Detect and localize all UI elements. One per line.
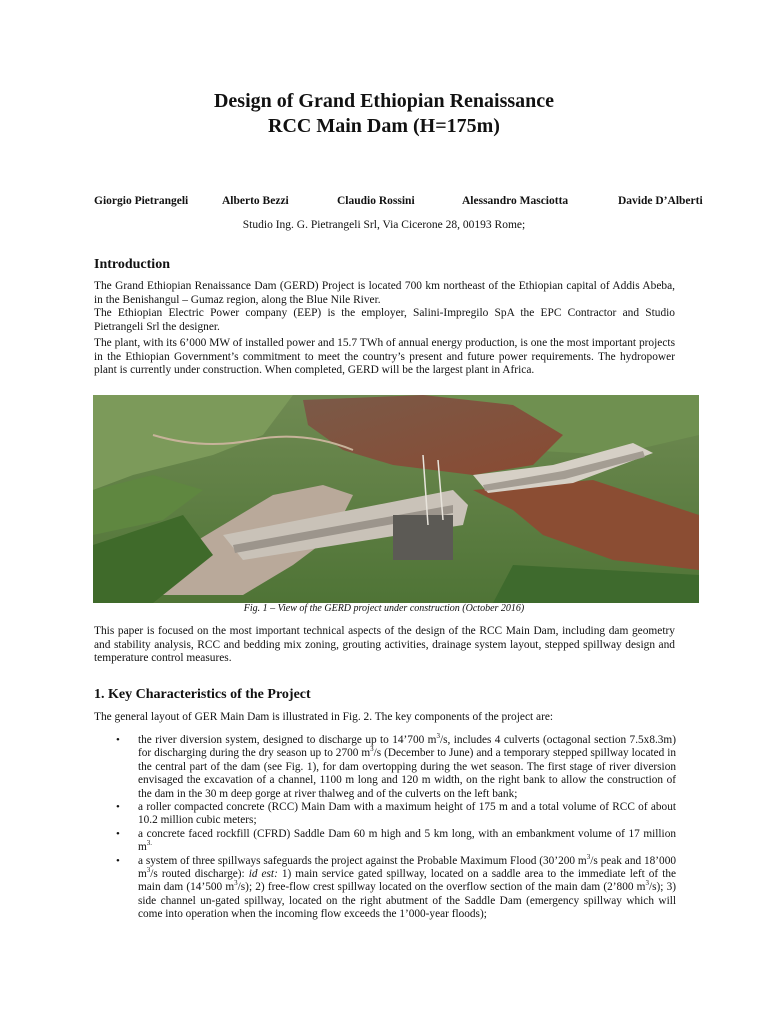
author-name: Alessandro Masciotta [462, 195, 569, 207]
aerial-photo-illustration [93, 395, 699, 603]
section-heading-key-characteristics: 1. Key Characteristics of the Project [94, 687, 311, 702]
intro-paragraph-plant: The plant, with its 6’000 MW of installed power and 15.7 TWh of annual energy production, is one the most important projects in the Ethiopian Government’s commitment to meet the country’s present and future power requirements. The hydropower plant is currently under construction. When completed, GERD will be the largest plant in Africa. [94, 337, 675, 377]
intro-paragraph-location: The Grand Ethiopian Renaissance Dam (GERD) Project is located 700 km northeast of the Ethiopian capital of Addis Abeba, in the Benishangul – Gumaz region, along the Blue Nile River. [94, 280, 675, 306]
affiliation: Studio Ing. G. Pietrangeli Srl, Via Cicerone 28, 00193 Rome; [242, 219, 526, 231]
list-item: • a concrete faced rockfill (CFRD) Saddle Dam 60 m high and 5 km long, with an embankment volume of 17 million $m^{3.}$ [116, 827, 676, 854]
key-components-list [94, 734, 676, 922]
section-heading-introduction: Introduction [94, 257, 170, 272]
intro-paragraph-parties: The Ethiopian Electric Power company (EEP) is the employer, Salini-Impregilo SpA the EPC Contractor and Studio Pietrangeli Srl the designer. [94, 307, 675, 333]
section-lead-paragraph: The general layout of GER Main Dam is illustrated in Fig. 2. The key components of the project are: [94, 711, 554, 723]
list-item: • the river diversion system, designed to discharge up to 14’700 $m^3/s$, includes 4 culverts (octagonal section 7.5x8.3m) for discharging during the dry season up to 2700 $m^3/s$ (December to June) and a temporary stepped spillway located in the central part of the dam (see Fig. 1), for dam overtopping during the wet season. The first stage of river diversion envisaged the excavation of a channel, 1100 m long and 120 m width, on the right bank to allow the construction of the dam in the 30 m deep gorge at river thalweg and of the culverts on the left bank; [116, 732, 676, 800]
bullet-icon: • [116, 801, 120, 814]
bullet-icon: • [116, 827, 120, 840]
dam-construction-photo [93, 395, 699, 603]
list-item: • a roller compacted concrete (RCC) Main Dam with a maximum height of 175 m and a total volume of RCC of about 10.2 million cubic meters; [116, 801, 676, 827]
bullet-icon: • [116, 734, 120, 746]
author-name: Claudio Rossini [337, 195, 415, 207]
author-list [94, 195, 714, 211]
author-name: Giorgio Pietrangeli [94, 195, 189, 207]
paper-title-line-2: RCC Main Dam (H=175m) [268, 115, 500, 137]
bullet-icon: • [116, 854, 120, 867]
list-item: • a system of three spillways safeguards the project against the Probable Maximum Flood (30’200 $m^3/s$ peak and 18’000 $m^3/s$ routed discharge): id est: 1) main service gated spillway, located on a saddle area to the immediate left of the main dam (14’500 $m^3/s$); 2) free-flow crest spillway located on the overflow section of the main dam (2’800 $m^3/s$); 3) side channel un-gated spillway, located on the right abutment of the Saddle Dam (emergency spillway which will come into operation when the incoming flow exceeds the 1’000-year floods); [116, 852, 676, 921]
author-name: Alberto Bezzi [222, 195, 289, 207]
paper-title-line-1: Design of Grand Ethiopian Renaissance [213, 90, 555, 112]
author-name: Davide D’Alberti [618, 195, 703, 207]
figure-caption: Fig. 1 – View of the GERD project under construction (October 2016) [243, 603, 525, 614]
focus-paragraph: This paper is focused on the most important technical aspects of the design of the RCC Main Dam, including dam geometry and stability analysis, RCC and bedding mix zoning, grouting activities, drainage system layout, stepped spillway design and temperature control measures. [94, 625, 675, 665]
